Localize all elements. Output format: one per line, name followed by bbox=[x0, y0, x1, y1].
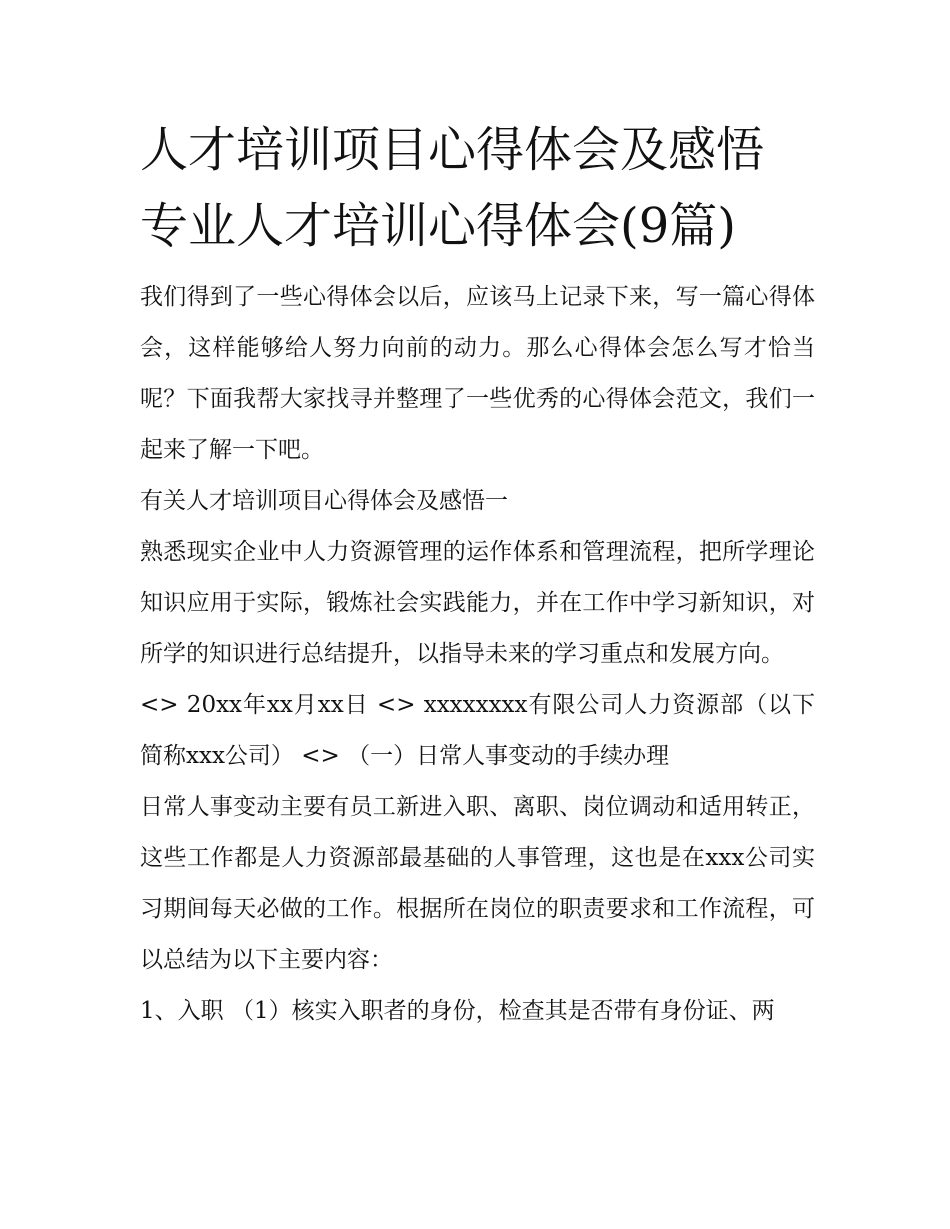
document-body bbox=[140, 112, 815, 1037]
title-line-1: 人才培训项目心得体会及感悟 bbox=[140, 122, 765, 178]
internship-info-paragraph: <> 20xx年xx月xx日 <> xxxxxxxx有限公司人力资源部（以下简称xxx公司） <> （一）日常人事变动的手续办理 bbox=[140, 692, 815, 769]
document-title bbox=[140, 112, 815, 264]
title-line-2: 专业人才培训心得体会(9篇) bbox=[140, 198, 736, 254]
purpose-paragraph: 熟悉现实企业中人力资源管理的运作体系和管理流程，把所学理论知识应用于实际，锻炼社会实践能力，并在工作中学习新知识，对所学的知识进行总结提升，以指导未来的学习重点和发展方向。 bbox=[140, 539, 815, 667]
onboarding-paragraph: 1、入职 （1）核实入职者的身份，检查其是否带有身份证、两 bbox=[140, 998, 775, 1024]
intro-paragraph: 我们得到了一些心得体会以后，应该马上记录下来，写一篇心得体会，这样能够给人努力向前的动力。那么心得体会怎么写才恰当呢？下面我帮大家找寻并整理了一些优秀的心得体会范文，我们一起来了解一下吧。 bbox=[140, 284, 815, 463]
personnel-changes-paragraph: 日常人事变动主要有员工新进入职、离职、岗位调动和适用转正，这些工作都是人力资源部最基础的人事管理，这也是在xxx公司实习期间每天必做的工作。根据所在岗位的职责要求和工作流程，可以总结为以下主要内容： bbox=[140, 794, 815, 973]
section-heading-1: 有关人才培训项目心得体会及感悟一 bbox=[140, 488, 508, 514]
